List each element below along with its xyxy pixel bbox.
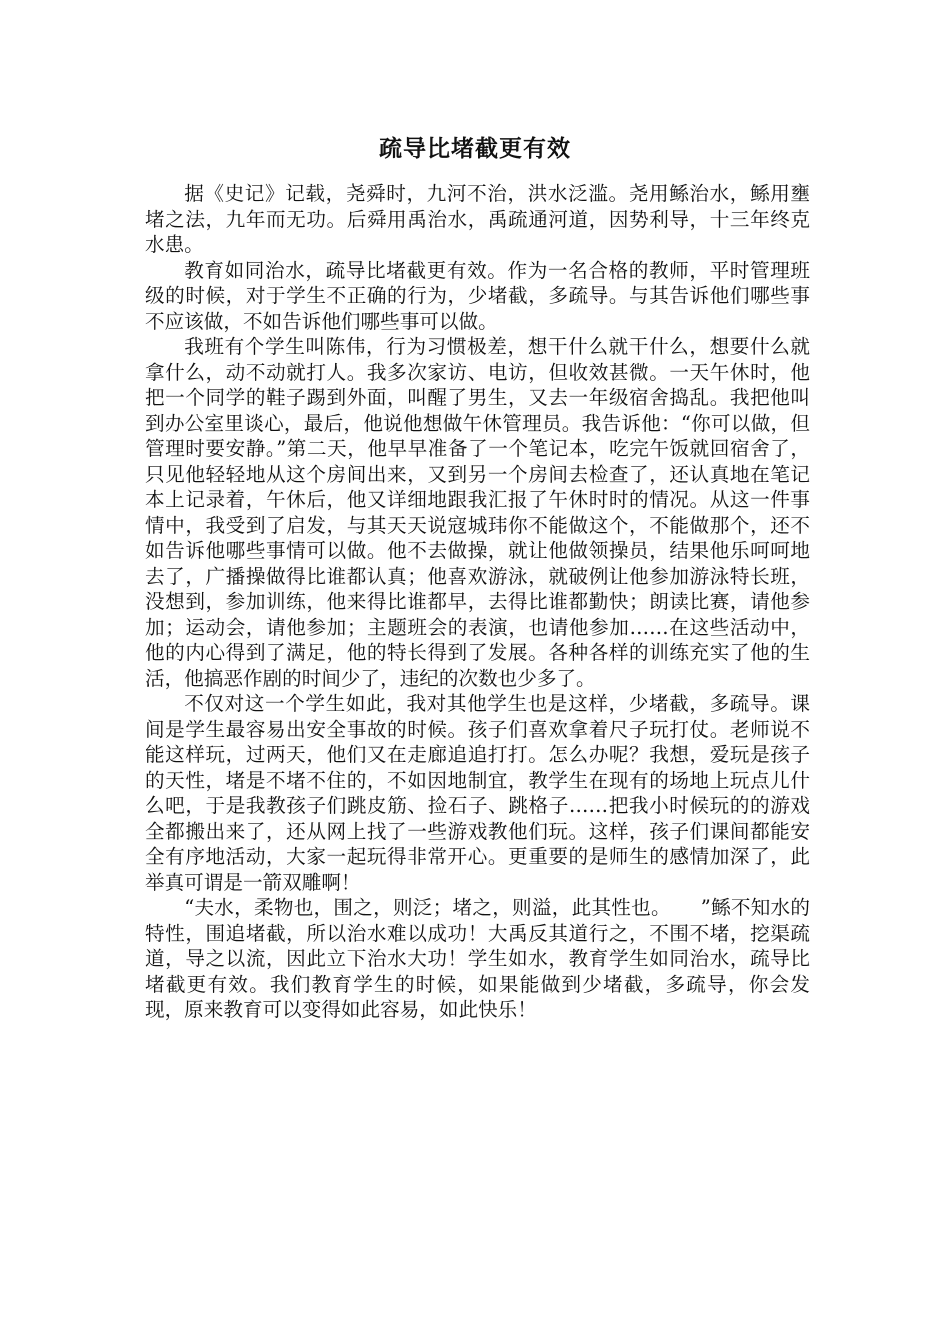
paragraph-2: 教育如同治水，疏导比堵截更有效。作为一名合格的教师，平时管理班级的时候，对于学生不正确的行为，少堵截，多疏导。与其告诉他们哪些事不应该做，不如告诉他们哪些事可以做。 bbox=[145, 258, 810, 333]
paragraph-5: “夫水，柔物也，围之，则泛；堵之，则溢，此其性也。 ”鲧不知水的特性，围追堵截，所以治水难以成功！大禹反其道行之，不围不堵，挖渠疏道，导之以流，因此立下治水大功！学生如水，教育学生如同治水，疏导比堵截更有效。我们教育学生的时候，如果能做到少堵截，多疏导，你会发现，原来教育可以变得如此容易，如此快乐！ bbox=[145, 896, 810, 1021]
document-body bbox=[145, 181, 810, 1023]
paragraph-1: 据《史记》记载，尧舜时，九河不治，洪水泛滥。尧用鲧治水，鲧用壅堵之法，九年而无功。后舜用禹治水，禹疏通河道，因势利导，十三年终克水患。 bbox=[145, 182, 810, 256]
paragraph-3: 我班有个学生叫陈伟，行为习惯极差，想干什么就干什么，想要什么就拿什么，动不动就打人。我多次家访、电访，但收效甚微。一天午休时，他把一个同学的鞋子踢到外面，叫醒了男生，又去一年级宿舍捣乱。我把他叫到办公室里谈心，最后，他说他想做午休管理员。我告诉他：“你可以做，但管理时要安静。”第二天，他早早准备了一个笔记本，吃完午饭就回宿舍了，只见他轻轻地从这个房间出来，又到另一个房间去检查了，还认真地在笔记本上记录着，午休后，他又详细地跟我汇报了午休时时的情况。从这一件事情中，我受到了启发，与其天天说寇城玮你不能做这个，不能做那个，还不如告诉他哪些事情可以做。他不去做操，就让他做领操员，结果他乐呵呵地去了，广播操做得比谁都认真；他喜欢游泳，就破例让他参加游泳特长班，没想到，参加训练，他来得比谁都早，去得比谁都勤快；朗读比赛，请他参加；运动会，请他参加；主题班会的表演，也请他参加……在这些活动中，他的内心得到了满足，他的特长得到了发展。各种各样的训练充实了他的生活，他搞恶作剧的时间少了，违纪的次数也少多了。 bbox=[145, 335, 810, 690]
paragraph-4: 不仅对这一个学生如此，我对其他学生也是这样，少堵截，多疏导。课间是学生最容易出安全事故的时候。孩子们喜欢拿着尺子玩打仗。老师说不能这样玩，过两天，他们又在走廊追追打打。怎么办呢？我想，爱玩是孩子的天性，堵是不堵不住的，不如因地制宜，教学生在现有的场地上玩点儿什么吧，于是我教孩子们跳皮筋、捡石子、跳格子……把我小时候玩的的游戏全都搬出来了，还从网上找了一些游戏教他们玩。这样，孩子们课间都能安全有序地活动，大家一起玩得非常开心。更重要的是师生的感情加深了，此举真可谓是一箭双雕啊！ bbox=[145, 692, 810, 894]
document-title: 疏导比堵截更有效 bbox=[379, 136, 571, 162]
